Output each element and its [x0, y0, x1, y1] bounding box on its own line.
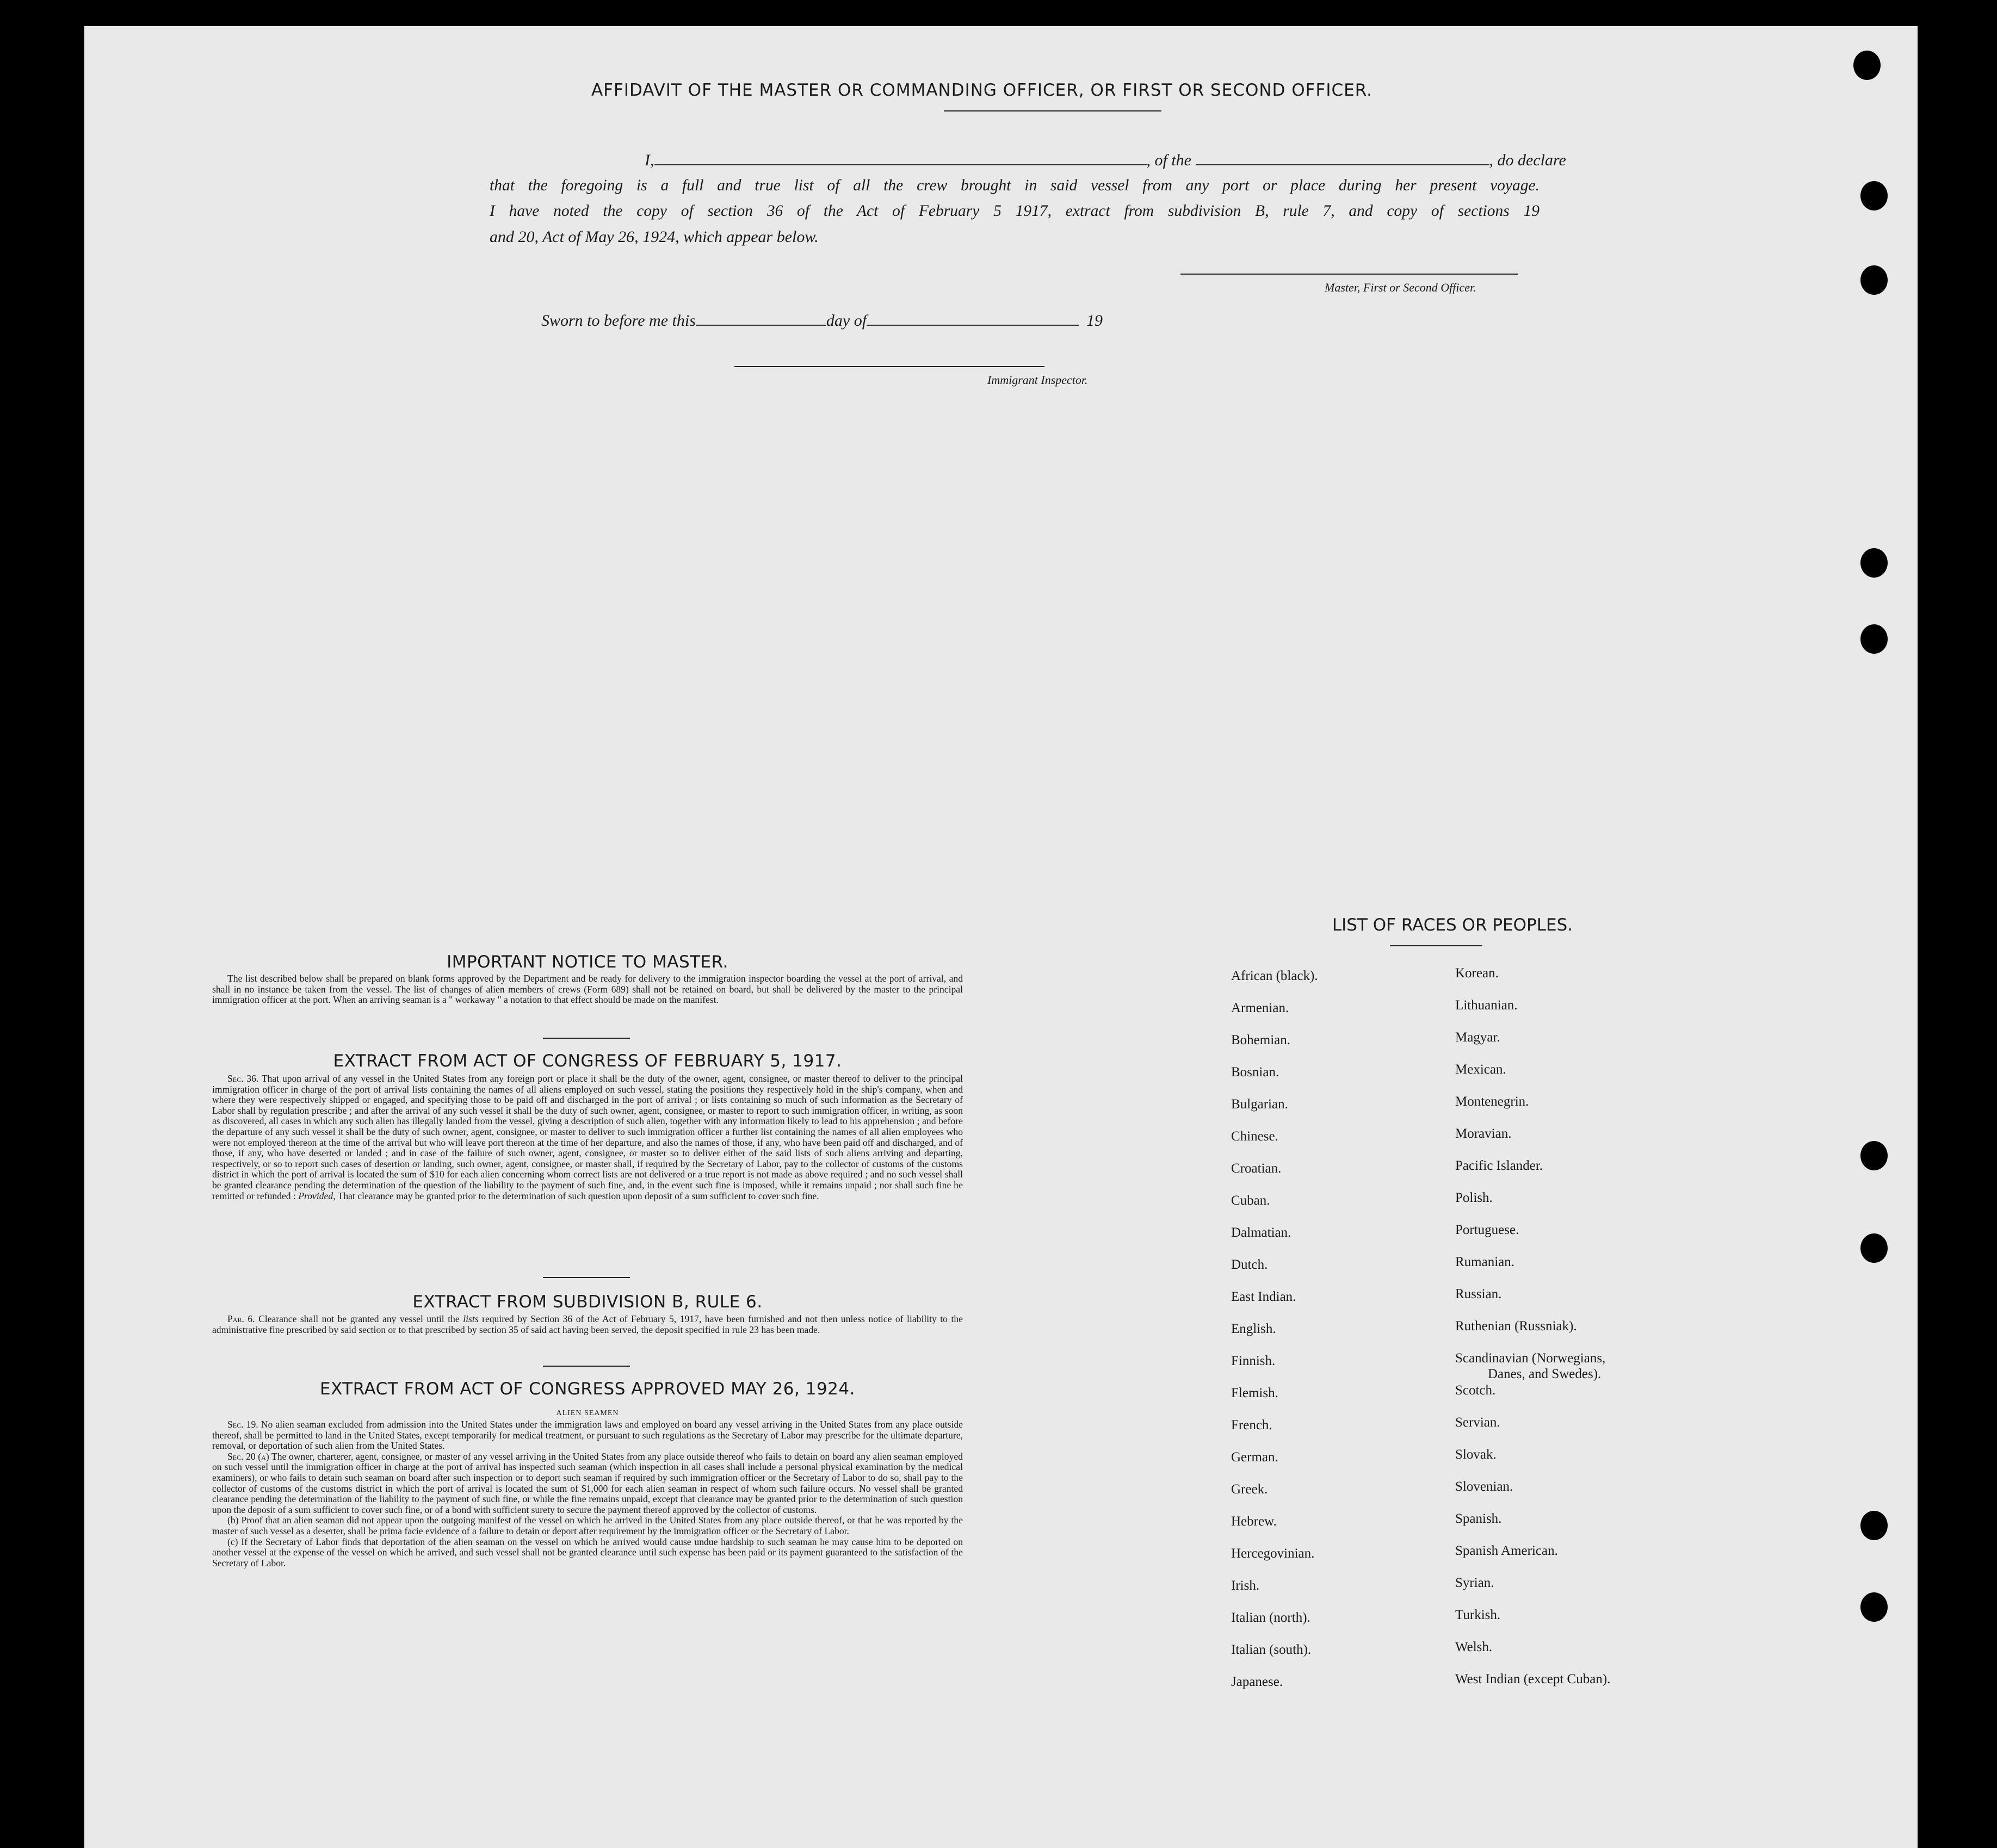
inspector-signature-label: Immigrant Inspector. [987, 373, 1088, 387]
lists-word: lists [463, 1313, 479, 1324]
race-item: Korean. [1455, 966, 1499, 981]
binder-hole [1860, 265, 1888, 295]
sec-20a-paragraph [212, 1452, 963, 1516]
year-label: 19 [1086, 312, 1103, 330]
document-sheet [84, 26, 1918, 1848]
binder-hole [1860, 548, 1888, 578]
affidavit-line-3: I have noted the copy of section 36 of the Act of February 5 1917, extract from subdivision B, rule 7, and copy of sections 19 [490, 202, 1540, 220]
race-item: Finnish. [1231, 1354, 1276, 1368]
race-item: Irish. [1231, 1578, 1260, 1593]
sec-36-paragraph [212, 1074, 963, 1201]
extract-1924-body [212, 1419, 963, 1568]
race-item: Bohemian. [1231, 1033, 1291, 1047]
race-item: Hebrew. [1231, 1514, 1277, 1529]
day-of-label: day of [826, 312, 867, 330]
sworn-label: Sworn to before me this [541, 312, 696, 330]
day-blank [696, 324, 826, 326]
race-item: Pacific Islander. [1455, 1158, 1543, 1173]
race-item: Scotch. [1455, 1383, 1496, 1398]
race-item: Magyar. [1455, 1030, 1500, 1045]
binder-hole [1860, 1592, 1888, 1622]
race-item: Mexican. [1455, 1062, 1506, 1077]
races-title-underline [1390, 945, 1482, 946]
title-underline [944, 110, 1161, 111]
binder-hole [1860, 624, 1888, 654]
sec-20a-label: Sec. 20 (a) [227, 1450, 269, 1462]
race-item: Spanish. [1455, 1511, 1502, 1526]
race-item: German. [1231, 1450, 1278, 1465]
par-6-paragraph [212, 1314, 963, 1335]
par-6-text-a: Clearance shall not be granted any vessel until the [258, 1313, 460, 1324]
sec-19-paragraph [212, 1419, 963, 1452]
inspector-signature-line [734, 366, 1044, 367]
race-item: Ruthenian (Russniak). [1455, 1319, 1577, 1334]
binder-hole [1860, 1511, 1888, 1540]
sec-20b-paragraph [212, 1515, 963, 1536]
race-item: Greek. [1231, 1482, 1268, 1497]
affidavit-line-1 [560, 151, 1566, 170]
sec-20c-text: If the Secretary of Labor finds that deportation of the alien seaman on the vessel on which he arrived would cause undue hardship to such seaman he may cause him to be deported on another vessel at the expense of the vessel on which he arrived, and such vessel shall not be granted clearance until such expense has been paid or its payment guaranteed to the satisfaction of the Secretary of Labor. [212, 1536, 963, 1568]
race-item: Polish. [1455, 1190, 1493, 1205]
races-title: LIST OF RACES OR PEOPLES. [1332, 915, 1573, 935]
binder-hole [1860, 1141, 1888, 1170]
affidavit-line-4: and 20, Act of May 26, 1924, which appear below. [490, 228, 819, 246]
par-6-label: Par. 6. [227, 1313, 255, 1324]
month-blank [867, 324, 1079, 326]
sec-20b-label: (b) [227, 1515, 239, 1526]
affidavit-title: AFFIDAVIT OF THE MASTER OR COMMANDING OFFICER, OR FIRST OR SECOND OFFICER. [591, 80, 1373, 100]
race-item: Japanese. [1231, 1675, 1283, 1689]
race-item: Dutch. [1231, 1257, 1268, 1272]
sec-20c-label: (c) [227, 1536, 238, 1547]
race-item: French. [1231, 1418, 1272, 1432]
alien-seamen-subtitle: ALIEN SEAMEN [556, 1409, 619, 1417]
sec-20c-paragraph [212, 1537, 963, 1569]
race-item: Moravian. [1455, 1126, 1512, 1141]
sec-36-label: Sec. 36. [227, 1073, 259, 1084]
race-item: Slovak. [1455, 1447, 1497, 1462]
section-divider [543, 1277, 630, 1278]
notice-paragraph: The list described below shall be prepared on blank forms approved by the Department and be ready for delivery to the immigration inspector boarding the vessel at the port of arrival, and shall in no instance be taken from the vessel. The list of changes of alien members of crews (Form 689) shall not be retained on board, but shall be delivered by the master to the principal immigration officer at the port. When an arriving seaman is a " workaway " a notation to that effect should be made on the manifest. [212, 973, 963, 1006]
vessel-blank [1196, 163, 1489, 165]
race-item: Hercegovinian. [1231, 1546, 1315, 1561]
race-item: Russian. [1455, 1287, 1502, 1301]
race-item-continuation: Danes, and Swedes). [1488, 1367, 1602, 1381]
race-item: Flemish. [1231, 1386, 1278, 1400]
name-blank [654, 163, 1147, 165]
sec-36-text-a: That upon arrival of any vessel in the United States from any foreign port or place it shall be the duty of the owner, agent, consignee, or master thereof to deliver to the principal immigration officer in charge of the port of arrival lists containing the names of all aliens employed on such vessel, stating the positions they respectively hold in the ship's company, when and where they were respectively shipped or engaged, and specifying those to be paid off and discharged in the port of arrival ; or lists containing so much of such information as the Secretary of Labor shall by regulation prescribe ; and after the arrival of any such vessel it shall be the duty of such owner, agent, consignee, or master to report to such immigration officer, in writing, as soon as discovered, all cases in which any such alien has illegally landed from the vessel, giving a description of such alien, together with any information likely to lead to his apprehension ; and before the departure of any such vessel it shall be the duty of such owner, agent, consignee, or master to deliver to such immigration officer a further list containing the names of all alien employees who were not employed thereon at the time of the arrival but who will leave port thereon at the time of her departure, and also the names of those, if any, who have been paid off and discharged, and of those, if any, who have deserted or landed ; and in case of the failure of such owner, agent, consignee, or master so to deliver either of the said lists of such aliens arriving and departing, respectively, or so to report such cases of desertion or landing, such owner, agent, consignee, or master shall, if required by the Secretary of Labor, pay to the collector of customs of the customs district in which the port of arrival is located the sum of $10 for each alien concerning whom correct lists are not delivered or a true report is not made as above required ; and no such vessel shall be granted clearance pending the determination of the question of the liability to the payment of such fine, and, in the event such fine is imposed, while it remains unpaid ; nor shall such fine be remitted or refunded : [212, 1073, 963, 1201]
race-item: Croatian. [1231, 1161, 1282, 1176]
race-item: Spanish American. [1455, 1543, 1558, 1558]
race-item: Slovenian. [1455, 1479, 1513, 1494]
sec-20b-text: Proof that an alien seaman did not appear upon the outgoing manifest of the vessel on which he arrived in the United States from any place outside thereof, or that he was reported by the master of such vessel as a deserter, shall be prima facie evidence of a failure to detain or deport after requirement by the immigration officer or the Secretary of Labor. [212, 1515, 963, 1536]
race-item: Cuban. [1231, 1193, 1270, 1208]
affidavit-line-2: that the foregoing is a full and true list of all the crew brought in said vessel from any port or place during her present voyage. [490, 177, 1540, 194]
race-item: Dalmatian. [1231, 1225, 1291, 1240]
extract-1924-title: EXTRACT FROM ACT OF CONGRESS APPROVED MAY 26, 1924. [320, 1379, 855, 1399]
rule-6-body [212, 1314, 963, 1335]
section-divider [543, 1366, 630, 1367]
race-item: Portuguese. [1455, 1223, 1519, 1237]
binder-hole [1860, 181, 1888, 210]
race-item: Lithuanian. [1455, 998, 1518, 1013]
race-item: Rumanian. [1455, 1255, 1515, 1269]
extract-1917-body [212, 1074, 963, 1201]
race-item: African (black). [1231, 969, 1318, 983]
master-signature-line [1180, 274, 1518, 275]
par-6-text-b: required by Section 36 of the Act of February 5, 1917, have been furnished and not then unless notice of liability to the administrative fine prescribed by said section or to that prescribed by section 35 of said act having been served, the deposit specified in rule 23 has been made. [212, 1313, 963, 1335]
master-signature-label: Master, First or Second Officer. [1325, 281, 1476, 294]
sworn-line [541, 312, 1103, 330]
declare-label: , do declare [1489, 151, 1566, 169]
race-item: Italian (north). [1231, 1610, 1310, 1625]
sec-20a-text: The owner, charterer, agent, consignee, or master of any vessel arriving in the United States from any place outside thereof who fails to detain on board any alien seaman employed on such vessel until the immigration officer in charge at the port of arrival has inspected such seaman (which inspection in all cases shall include a personal physical examination by the medical examiners), or who fails to detain such seaman on board after such inspection or to deport such seaman if required by such immigration officer or the Secretary of Labor to do so, shall pay to the collector of customs of the customs district in which the port of arrival is located the sum of $1,000 for each alien seaman in respect of whom such failure occurs. No vessel shall be granted clearance pending the determination of the liability to the payment of such fine, or while the fine remains unpaid, except that clearance may be granted prior to the determination of such question upon the deposit of a sum sufficient to cover such fine, or of a bond with sufficient surety to secure the payment thereof approved by the collector of customs. [212, 1450, 963, 1515]
binder-hole [1853, 51, 1881, 80]
race-item: English. [1231, 1322, 1276, 1336]
race-item: Armenian. [1231, 1001, 1289, 1015]
proviso-word: Provided, [298, 1190, 336, 1201]
race-item: Welsh. [1455, 1640, 1493, 1654]
section-divider [543, 1038, 630, 1039]
of-the-label: , of the [1146, 151, 1191, 169]
race-item: East Indian. [1231, 1289, 1296, 1304]
race-item: Bosnian. [1231, 1065, 1279, 1080]
rule-6-title: EXTRACT FROM SUBDIVISION B, RULE 6. [412, 1292, 763, 1312]
race-item: Montenegrin. [1455, 1094, 1529, 1109]
race-item: Italian (south). [1231, 1642, 1312, 1657]
race-item: Scandinavian (Norwegians, [1455, 1351, 1606, 1366]
race-item: Turkish. [1455, 1608, 1501, 1622]
i-label: I, [645, 151, 654, 169]
sec-19-label: Sec. 19. [227, 1419, 258, 1430]
race-item: Bulgarian. [1231, 1097, 1288, 1112]
extract-1917-title: EXTRACT FROM ACT OF CONGRESS OF FEBRUARY 5, 1917. [333, 1051, 842, 1071]
race-item: Servian. [1455, 1415, 1500, 1430]
race-item: Chinese. [1231, 1129, 1278, 1144]
binder-hole [1860, 1233, 1888, 1263]
notice-title: IMPORTANT NOTICE TO MASTER. [447, 952, 728, 972]
sec-36-text-b: That clearance may be granted prior to the determination of such question upon deposit of a sum sufficient to cover such fine. [337, 1190, 819, 1201]
race-item: Syrian. [1455, 1576, 1494, 1590]
race-item: West Indian (except Cuban). [1455, 1672, 1611, 1686]
notice-body [212, 973, 963, 1006]
sec-19-text: No alien seaman excluded from admission into the United States under the immigration laws and employed on board any vessel arriving in the United States from any place outside thereof, shall be permitted to land in the United States, except temporarily for medical treatment, or pursuant to such regulations as the Secretary of Labor may prescribe for the ultimate departure, removal, or deportation of such alien from the United States. [212, 1419, 963, 1452]
